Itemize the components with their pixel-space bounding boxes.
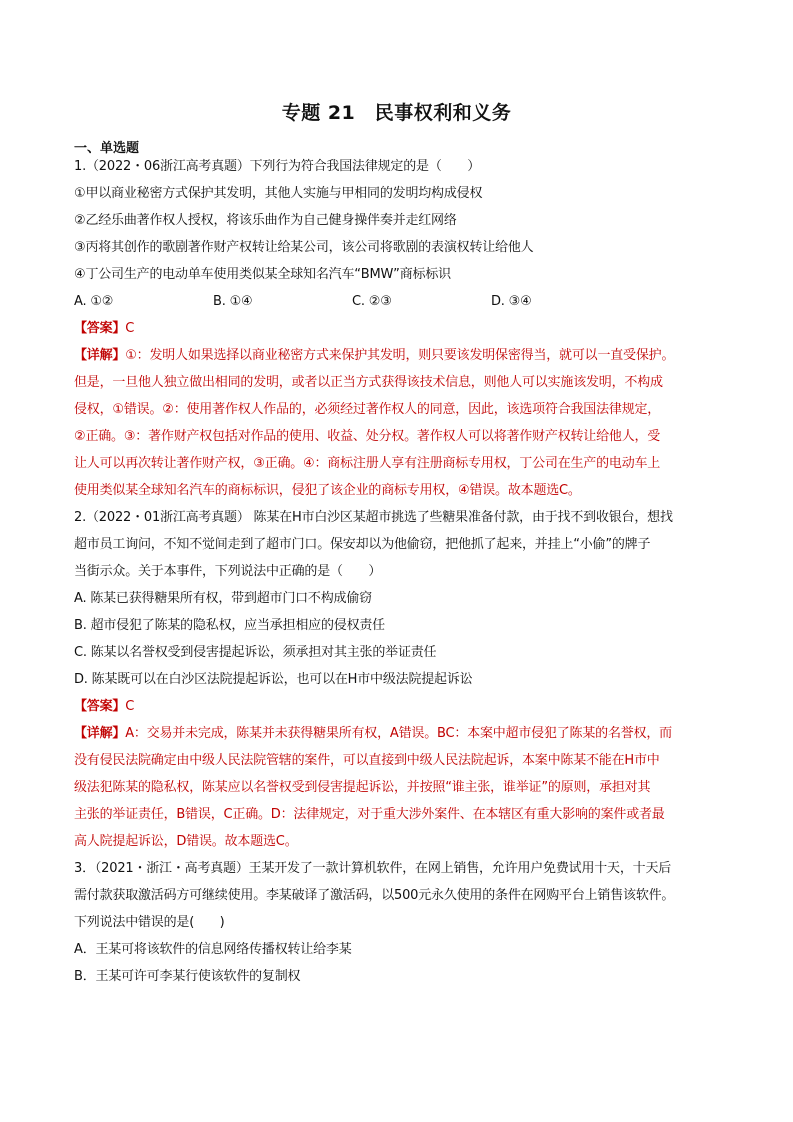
question-1-item: ②乙经乐曲著作权人授权，将该乐曲作为自己健身操伴奏并走红网络 xyxy=(74,213,457,228)
question-2-detail-line: 高人院提起诉讼，D错误。故本题选C。 xyxy=(74,834,298,849)
question-1-detail-line: 但是，一旦他人独立做出相同的发明，或者以正当方式获得该技术信息，则他人可以实施该发明，不构成 xyxy=(74,375,663,390)
question-3-stem: 3．（2021・浙江・高考真题）王某开发了一款计算机软件，在网上销售，允许用户免费试用十天，十天后 xyxy=(74,861,672,876)
question-2-detail-line xyxy=(74,725,724,752)
question-1-detail-line: ②正确。③：著作财产权包括对作品的使用、收益、处分权。著作权人可以将著作财产权转让给他人，受 xyxy=(74,429,661,444)
question-3-option-a: A．王某可将该软件的信息网络传播权转让给李某 xyxy=(74,942,352,957)
question-2-detail-line: 没有侵民法院确定由中级人民法院管辖的案件，可以直接到中级人民法院起诉，本案中陈某不能在H市中 xyxy=(74,753,660,768)
question-1-option-c: C. ②③ xyxy=(352,294,392,309)
question-1-item: ③丙将其创作的歌剧著作财产权转让给某公司，该公司将歌剧的表演权转让给他人 xyxy=(74,240,534,255)
answer-label: 【答案】 xyxy=(74,321,126,336)
question-3-option-b: B．王某可许可李某行使该软件的复制权 xyxy=(74,969,301,984)
question-1-option-d: D. ③④ xyxy=(491,294,532,309)
question-1-answer xyxy=(74,320,724,347)
answer-value: C xyxy=(125,321,135,336)
question-1-item: ①甲以商业秘密方式保护其发明，其他人实施与甲相同的发明均构成侵权 xyxy=(74,186,483,201)
question-1-option-b: B. ①④ xyxy=(213,294,253,309)
page-title: 专题 21 民事权利和义务 xyxy=(281,102,512,124)
question-2-detail-line: 主张的举证责任，B错误，C正确。D：法律规定，对于重大涉外案件、在本辖区有重大影响的案件或者最 xyxy=(74,807,665,822)
question-1-options xyxy=(74,293,724,320)
question-1-item: ④丁公司生产的电动单车使用类似某全球知名汽车“BMW”商标标识 xyxy=(74,267,451,282)
question-2-answer xyxy=(74,698,724,725)
questions-content xyxy=(74,158,724,995)
detail-label: 【详解】 xyxy=(74,726,126,741)
question-2-detail-line: 级法犯陈某的隐私权，陈某应以名誉权受到侵害提起诉讼，并按照“谁主张，谁举证”的原则，承担对其 xyxy=(74,780,651,795)
question-3-stem: 需付款获取激活码方可继续使用。李某破译了激活码，以500元永久使用的条件在网购平台上销售该软件。 xyxy=(74,888,675,903)
question-1-option-a: A. ①② xyxy=(74,294,114,309)
answer-label: 【答案】 xyxy=(74,699,126,714)
detail-label: 【详解】 xyxy=(74,348,126,363)
question-2-option-b: B. 超市侵犯了陈某的隐私权，应当承担相应的侵权责任 xyxy=(74,618,385,633)
section-heading: 一、单选题 xyxy=(74,141,140,156)
question-3-stem: 下列说法中错误的是( ) xyxy=(74,915,225,930)
question-2-option-a: A. 陈某已获得糖果所有权，带到超市门口不构成偷窃 xyxy=(74,591,372,606)
answer-value: C xyxy=(125,699,135,714)
question-1-detail-line: 让人可以再次转让著作财产权，③正确。④：商标注册人享有注册商标专用权，丁公司在生产的电动车上 xyxy=(74,456,661,471)
question-1-detail-line: 侵权，①错误。②：使用著作权人作品的，必须经过著作权人的同意，因此，该选项符合我国法律规定， xyxy=(74,402,661,417)
question-2-stem: 超市员工询问，不知不觉间走到了超市门口。保安却以为他偷窃，把他抓了起来，并挂上“小偷”的牌子 xyxy=(74,537,651,552)
question-1-detail-line: 使用类似某全球知名汽车的商标标识，侵犯了该企业的商标专用权，④错误。故本题选C。 xyxy=(74,483,581,498)
detail-text: ①：发明人如果选择以商业秘密方式来保护其发明，则只要该发明保密得当，就可以一直受保护。 xyxy=(125,348,675,363)
detail-text: A：交易并未完成，陈某并未获得糖果所有权，A错误。BC：本案中超市侵犯了陈某的名誉权，而 xyxy=(125,726,672,741)
question-2-stem: 2.（2022・01浙江高考真题） 陈某在H市白沙区某超市挑选了些糖果准备付款，由于找不到收银台，想找 xyxy=(74,510,673,525)
question-2-stem: 当街示众。关于本事件，下列说法中正确的是（ ） xyxy=(74,564,382,579)
question-2-option-c: C. 陈某以名誉权受到侵害提起诉讼，须承担对其主张的举证责任 xyxy=(74,645,437,660)
question-1-detail-line xyxy=(74,347,724,374)
question-2-option-d: D. 陈某既可以在白沙区法院提起诉讼，也可以在H市中级法院提起诉讼 xyxy=(74,672,473,687)
question-1-stem: 1.（2022・06浙江高考真题）下列行为符合我国法律规定的是（ ） xyxy=(74,159,481,174)
